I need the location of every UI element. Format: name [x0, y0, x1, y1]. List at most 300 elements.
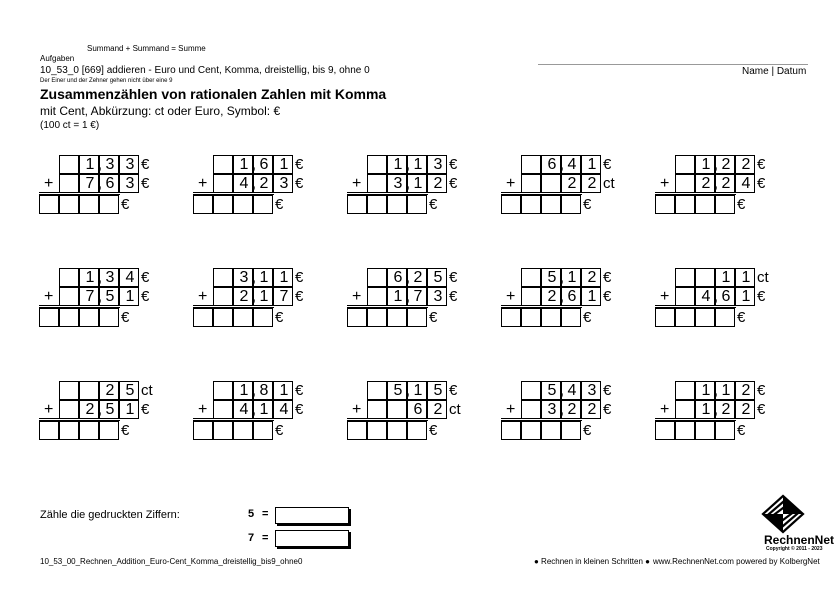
top-unit: € — [603, 382, 612, 399]
top-unit: € — [295, 382, 304, 399]
plus-sign: + — [506, 288, 516, 305]
top-cell — [675, 381, 695, 400]
result-cell[interactable] — [367, 421, 387, 440]
top-cell — [367, 381, 387, 400]
sum-double-line — [655, 305, 736, 308]
bot-comma: , — [251, 288, 257, 305]
result-cell[interactable] — [407, 195, 427, 214]
result-cell[interactable] — [193, 195, 213, 214]
plus-sign: + — [44, 288, 54, 305]
result-cell[interactable] — [99, 195, 119, 214]
bot-unit: € — [141, 175, 150, 192]
result-cell[interactable] — [541, 308, 561, 327]
result-cell[interactable] — [387, 421, 407, 440]
result-cell[interactable] — [233, 195, 253, 214]
result-cell[interactable] — [387, 308, 407, 327]
result-unit: € — [429, 309, 438, 326]
problem-10 — [656, 268, 769, 328]
top-cell — [79, 381, 99, 400]
bot-digit: 3 — [279, 175, 289, 192]
count-eq-5: = — [262, 508, 269, 520]
top-unit: € — [603, 156, 612, 173]
sum-double-line — [655, 192, 736, 195]
bot-cell — [675, 400, 695, 419]
top-unit: ct — [141, 382, 153, 399]
top-digit: 1 — [279, 382, 289, 399]
result-cell[interactable] — [253, 421, 273, 440]
count-digit-5: 5 — [248, 508, 255, 520]
bot-comma: , — [251, 401, 257, 418]
page-title: Zusammenzählen von rationalen Zahlen mit Komma — [40, 86, 387, 102]
bot-digit: 7 — [413, 288, 423, 305]
bot-unit: € — [757, 175, 766, 192]
conversion-note: (100 ct = 1 €) — [40, 120, 100, 131]
result-unit: € — [737, 309, 746, 326]
formula-line: Summand + Summand = Summe — [87, 44, 206, 53]
result-cell[interactable] — [675, 308, 695, 327]
count-eq-7: = — [262, 532, 269, 544]
result-cell[interactable] — [407, 421, 427, 440]
bot-comma: , — [405, 175, 411, 192]
bot-digit: 1 — [741, 288, 751, 305]
top-unit: € — [603, 269, 612, 286]
bot-comma: , — [97, 401, 103, 418]
bot-digit: 2 — [239, 288, 249, 305]
bot-digit: 3 — [125, 175, 135, 192]
bot-cell — [387, 400, 407, 419]
problem-3 — [348, 155, 458, 215]
result-unit: € — [275, 422, 284, 439]
result-cell[interactable] — [541, 195, 561, 214]
top-unit: € — [449, 382, 458, 399]
top-comma: , — [405, 269, 411, 286]
bot-digit: 4 — [279, 401, 289, 418]
top-comma: , — [713, 382, 719, 399]
result-cell[interactable] — [253, 308, 273, 327]
top-digit: 8 — [259, 382, 269, 399]
top-comma: , — [405, 156, 411, 173]
bot-digit: 6 — [413, 401, 423, 418]
top-digit: 1 — [587, 156, 597, 173]
top-digit: 3 — [587, 382, 597, 399]
bot-digit: 7 — [85, 175, 95, 192]
top-digit: 2 — [741, 156, 751, 173]
bot-comma: , — [97, 175, 103, 192]
result-cell[interactable] — [347, 308, 367, 327]
bot-digit: 2 — [85, 401, 95, 418]
bot-unit: € — [141, 401, 150, 418]
sum-double-line — [347, 305, 428, 308]
top-cell — [213, 268, 233, 287]
problem-2 — [194, 155, 304, 215]
plus-sign: + — [506, 175, 516, 192]
result-cell[interactable] — [715, 421, 735, 440]
result-cell[interactable] — [213, 195, 233, 214]
result-cell[interactable] — [39, 195, 59, 214]
problem-15 — [656, 381, 766, 441]
bot-cell — [675, 287, 695, 306]
problem-1 — [40, 155, 150, 215]
bot-unit: € — [449, 175, 458, 192]
problem-4 — [502, 155, 615, 215]
bot-unit: € — [295, 288, 304, 305]
bot-digit: 2 — [701, 175, 711, 192]
sum-double-line — [39, 192, 120, 195]
top-unit: € — [141, 269, 150, 286]
bot-unit: € — [295, 401, 304, 418]
top-digit: 1 — [701, 382, 711, 399]
bot-digit: 1 — [125, 401, 135, 418]
bot-digit: 3 — [547, 401, 557, 418]
result-cell[interactable] — [501, 195, 521, 214]
top-digit: 3 — [105, 156, 115, 173]
top-digit: 3 — [125, 156, 135, 173]
bot-digit: 4 — [701, 288, 711, 305]
bot-digit: 2 — [259, 175, 269, 192]
top-cell — [59, 155, 79, 174]
top-digit: 1 — [413, 382, 423, 399]
bot-comma: , — [405, 288, 411, 305]
result-cell[interactable] — [213, 308, 233, 327]
rechnennet-logo-icon — [760, 494, 806, 534]
result-unit: € — [429, 422, 438, 439]
top-comma: , — [405, 382, 411, 399]
result-cell[interactable] — [59, 308, 79, 327]
bot-digit: 2 — [433, 401, 443, 418]
copyright: Copyright © 2011 - 2023 — [766, 546, 823, 552]
footer-site: www.RechnenNet.com powered by KolbergNet — [653, 557, 820, 566]
result-cell[interactable] — [79, 195, 99, 214]
problem-8 — [348, 268, 458, 328]
bot-comma: , — [251, 175, 257, 192]
result-cell[interactable] — [39, 308, 59, 327]
top-digit: 2 — [741, 382, 751, 399]
count-label: Zähle die gedruckten Ziffern: — [40, 509, 180, 521]
top-cell — [213, 381, 233, 400]
result-cell[interactable] — [655, 421, 675, 440]
result-cell[interactable] — [59, 195, 79, 214]
plus-sign: + — [44, 401, 54, 418]
result-cell[interactable] — [695, 195, 715, 214]
result-cell[interactable] — [367, 308, 387, 327]
top-cell — [367, 268, 387, 287]
bot-comma: , — [713, 288, 719, 305]
plus-sign: + — [506, 401, 516, 418]
bot-digit: 7 — [85, 288, 95, 305]
bot-cell — [367, 287, 387, 306]
top-digit: 1 — [239, 156, 249, 173]
result-cell[interactable] — [675, 421, 695, 440]
bot-digit: 2 — [567, 175, 577, 192]
result-cell[interactable] — [521, 308, 541, 327]
bot-digit: 2 — [721, 401, 731, 418]
bot-digit: 1 — [125, 288, 135, 305]
result-cell[interactable] — [99, 308, 119, 327]
bot-digit: 5 — [105, 288, 115, 305]
top-comma: , — [251, 269, 257, 286]
bot-digit: 1 — [259, 288, 269, 305]
sum-double-line — [39, 418, 120, 421]
bot-unit: € — [603, 288, 612, 305]
result-cell[interactable] — [387, 195, 407, 214]
sum-double-line — [193, 305, 274, 308]
top-digit: 1 — [85, 269, 95, 286]
bot-digit: 6 — [105, 175, 115, 192]
top-digit: 6 — [259, 156, 269, 173]
result-unit: € — [737, 196, 746, 213]
bot-digit: 6 — [567, 288, 577, 305]
top-comma: , — [713, 156, 719, 173]
top-cell — [521, 381, 541, 400]
bot-digit: 1 — [587, 288, 597, 305]
result-cell[interactable] — [233, 308, 253, 327]
result-cell[interactable] — [193, 308, 213, 327]
bot-digit: 4 — [741, 175, 751, 192]
top-cell — [695, 268, 715, 287]
bot-comma: , — [559, 288, 565, 305]
result-cell[interactable] — [407, 308, 427, 327]
top-digit: 5 — [547, 382, 557, 399]
top-unit: € — [449, 269, 458, 286]
top-digit: 2 — [721, 156, 731, 173]
result-cell[interactable] — [655, 308, 675, 327]
sum-double-line — [501, 305, 582, 308]
top-cell — [521, 155, 541, 174]
top-cell — [675, 268, 695, 287]
result-cell[interactable] — [715, 308, 735, 327]
result-cell[interactable] — [59, 421, 79, 440]
sum-double-line — [501, 192, 582, 195]
plus-sign: + — [352, 175, 362, 192]
top-digit: 1 — [701, 156, 711, 173]
top-digit: 1 — [279, 269, 289, 286]
top-unit: € — [449, 156, 458, 173]
bot-unit: € — [449, 288, 458, 305]
result-cell[interactable] — [521, 421, 541, 440]
bot-cell — [367, 174, 387, 193]
top-unit: € — [757, 382, 766, 399]
top-comma: , — [559, 156, 565, 173]
sum-double-line — [347, 418, 428, 421]
bot-digit: 1 — [413, 175, 423, 192]
top-cell — [675, 155, 695, 174]
bot-comma: , — [559, 401, 565, 418]
bot-digit: 6 — [721, 288, 731, 305]
top-cell — [213, 155, 233, 174]
top-digit: 2 — [413, 269, 423, 286]
result-unit: € — [583, 196, 592, 213]
result-unit: € — [429, 196, 438, 213]
bot-digit: 3 — [433, 288, 443, 305]
result-cell[interactable] — [233, 421, 253, 440]
bot-cell — [521, 287, 541, 306]
top-digit: 5 — [433, 382, 443, 399]
result-cell[interactable] — [501, 421, 521, 440]
bot-cell — [59, 174, 79, 193]
result-cell[interactable] — [561, 308, 581, 327]
top-digit: 2 — [587, 269, 597, 286]
logo-text: RechnenNet — [764, 533, 835, 547]
bot-digit: 2 — [587, 401, 597, 418]
top-digit: 1 — [279, 156, 289, 173]
result-cell[interactable] — [655, 195, 675, 214]
top-digit: 3 — [239, 269, 249, 286]
bot-digit: 1 — [701, 401, 711, 418]
sum-double-line — [501, 418, 582, 421]
bot-digit: 2 — [741, 401, 751, 418]
bot-digit: 4 — [239, 401, 249, 418]
result-cell[interactable] — [675, 195, 695, 214]
name-date-rule — [538, 64, 808, 65]
result-cell[interactable] — [347, 195, 367, 214]
top-comma: , — [251, 382, 257, 399]
bot-digit: 7 — [279, 288, 289, 305]
top-unit: ct — [757, 269, 769, 286]
problem-12 — [194, 381, 304, 441]
bot-cell — [59, 287, 79, 306]
top-digit: 5 — [125, 382, 135, 399]
problem-6 — [40, 268, 150, 328]
problem-9 — [502, 268, 612, 328]
bot-digit: 2 — [567, 401, 577, 418]
problem-13 — [348, 381, 461, 441]
top-digit: 3 — [433, 156, 443, 173]
top-digit: 1 — [741, 269, 751, 286]
bot-cell — [213, 174, 233, 193]
result-cell[interactable] — [367, 195, 387, 214]
result-cell[interactable] — [39, 421, 59, 440]
top-digit: 5 — [433, 269, 443, 286]
bot-cell — [213, 287, 233, 306]
result-unit: € — [121, 309, 130, 326]
count-answer-box-5[interactable] — [275, 507, 349, 524]
plus-sign: + — [660, 288, 670, 305]
problem-5 — [656, 155, 766, 215]
top-digit: 4 — [125, 269, 135, 286]
top-cell — [367, 155, 387, 174]
plus-sign: + — [660, 175, 670, 192]
sum-double-line — [193, 418, 274, 421]
top-digit: 1 — [85, 156, 95, 173]
plus-sign: + — [198, 401, 208, 418]
top-digit: 1 — [721, 269, 731, 286]
top-digit: 1 — [393, 156, 403, 173]
bot-digit: 5 — [105, 401, 115, 418]
name-date-label: Name | Datum — [742, 66, 807, 77]
result-cell[interactable] — [695, 308, 715, 327]
bot-cell — [59, 400, 79, 419]
top-unit: € — [295, 156, 304, 173]
result-cell[interactable] — [79, 308, 99, 327]
bot-comma: , — [713, 401, 719, 418]
result-cell[interactable] — [561, 421, 581, 440]
result-cell[interactable] — [253, 195, 273, 214]
result-cell[interactable] — [213, 421, 233, 440]
result-unit: € — [121, 422, 130, 439]
bot-unit: € — [603, 401, 612, 418]
result-unit: € — [121, 196, 130, 213]
bot-unit: ct — [603, 175, 615, 192]
plus-sign: + — [198, 175, 208, 192]
page-subtitle: mit Cent, Abkürzung: ct oder Euro, Symbol: € — [40, 104, 281, 118]
bot-unit: € — [757, 288, 766, 305]
result-cell[interactable] — [79, 421, 99, 440]
top-digit: 1 — [567, 269, 577, 286]
top-digit: 3 — [105, 269, 115, 286]
bot-digit: 1 — [393, 288, 403, 305]
count-digit-7: 7 — [248, 532, 255, 544]
result-cell[interactable] — [695, 421, 715, 440]
top-digit: 6 — [393, 269, 403, 286]
top-digit: 1 — [239, 382, 249, 399]
result-unit: € — [583, 422, 592, 439]
top-comma: , — [251, 156, 257, 173]
top-digit: 1 — [413, 156, 423, 173]
count-answer-box-7[interactable] — [275, 530, 349, 547]
bot-digit: 2 — [587, 175, 597, 192]
plus-sign: + — [198, 288, 208, 305]
top-digit: 1 — [259, 269, 269, 286]
result-cell[interactable] — [99, 421, 119, 440]
top-unit: € — [757, 156, 766, 173]
result-cell[interactable] — [193, 421, 213, 440]
bot-digit: 4 — [239, 175, 249, 192]
bot-cell — [521, 174, 541, 193]
problem-7 — [194, 268, 304, 328]
result-cell[interactable] — [561, 195, 581, 214]
result-cell[interactable] — [347, 421, 367, 440]
footer-filename: 10_53_00_Rechnen_Addition_Euro-Cent_Komma_dreistellig_bis9_ohne0 — [40, 557, 303, 566]
sum-double-line — [347, 192, 428, 195]
bot-digit: 3 — [393, 175, 403, 192]
footer-tagline: ● Rechnen in kleinen Schritten ● — [534, 557, 650, 566]
bot-cell — [213, 400, 233, 419]
top-comma: , — [559, 269, 565, 286]
bot-unit: ct — [449, 401, 461, 418]
sum-double-line — [655, 418, 736, 421]
top-digit: 4 — [567, 156, 577, 173]
top-cell — [59, 381, 79, 400]
plus-sign: + — [352, 401, 362, 418]
bot-comma: , — [713, 175, 719, 192]
top-digit: 4 — [567, 382, 577, 399]
result-cell[interactable] — [715, 195, 735, 214]
task-code-line: 10_53_0 [669] addieren - Euro und Cent, Komma, dreistellig, bis 9, ohne 0 — [40, 65, 370, 76]
section-label: Aufgaben — [40, 54, 75, 63]
top-comma: , — [97, 269, 103, 286]
bot-digit: 2 — [721, 175, 731, 192]
sum-double-line — [39, 305, 120, 308]
top-digit: 2 — [105, 382, 115, 399]
bot-unit: € — [141, 288, 150, 305]
result-cell[interactable] — [501, 308, 521, 327]
bot-comma: , — [97, 288, 103, 305]
result-unit: € — [275, 196, 284, 213]
plus-sign: + — [44, 175, 54, 192]
bot-digit: 1 — [259, 401, 269, 418]
result-unit: € — [737, 422, 746, 439]
result-cell[interactable] — [541, 421, 561, 440]
bot-digit: 2 — [547, 288, 557, 305]
bot-cell — [367, 400, 387, 419]
plus-sign: + — [352, 288, 362, 305]
top-cell — [59, 268, 79, 287]
bot-unit: € — [295, 175, 304, 192]
top-digit: 6 — [547, 156, 557, 173]
result-cell[interactable] — [521, 195, 541, 214]
top-comma: , — [97, 156, 103, 173]
top-digit: 5 — [393, 382, 403, 399]
